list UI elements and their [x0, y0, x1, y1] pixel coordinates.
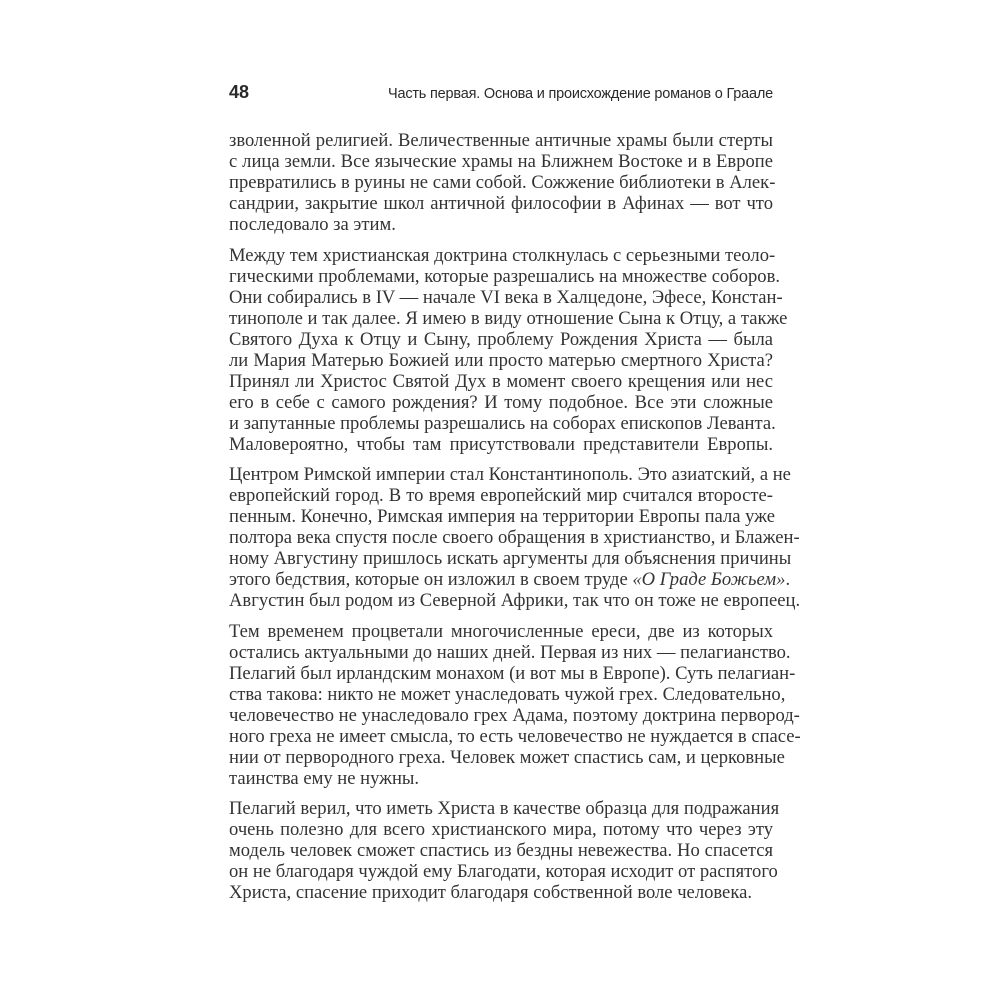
page-body [229, 130, 801, 913]
paragraph [229, 244, 788, 455]
text-line: Они собирались в IV — начале VI века в Халцедоне, Эфесе, Констан- [229, 286, 783, 308]
text-line: Тем временем процветали многочисленные ереси, две из которых [229, 620, 773, 642]
text-line: с лица земли. Все языческие храмы на Ближнем Востоке и в Европе [229, 151, 773, 172]
text-line: и запутанные проблемы разрешались на соборах епископов Леванта. [229, 412, 776, 434]
text-line: его в себе с самого рождения? И тому подобное. Все эти сложные [229, 391, 773, 413]
running-title: Часть первая. Основа и происхождение романов о Граале [387, 86, 773, 102]
text-line: остались актуальными до наших дней. Первая из них — пелагианство. [229, 641, 791, 663]
paragraph [229, 620, 801, 789]
text-line: Пелагий верил, что иметь Христа в качестве образца для подражания [229, 798, 780, 819]
text-line: Центром Римской империи стал Константинополь. Это азиатский, а не [229, 464, 791, 485]
text-line: ному Августину пришлось искать аргументы для объяснения причины [229, 548, 792, 569]
text-line: зволенной религией. Величественные античные храмы были стерты [229, 130, 773, 151]
text-line: ли Мария Матерью Божией или просто матерью смертного Христа? [229, 349, 773, 371]
text-line: таинства ему не нужны. [229, 767, 420, 789]
text-line: человечество не унаследовало грех Адама, поэтому доктрина первород- [229, 704, 800, 726]
text-fragment: этого бедствия, которые он изложил в своем труде [229, 569, 633, 590]
text-line: он не благодаря чуждой ему Благодати, которая исходит от распятого [229, 861, 778, 882]
text-line: модель человек сможет спастись из бездны невежества. Но спасется [229, 840, 773, 861]
text-line: Пелагий был ирландским монахом (и вот мы в Европе). Суть пелагиан- [229, 662, 796, 684]
text-line: ного греха не имеет смысла, то есть человечество не нуждается в спасе- [229, 725, 801, 747]
text-line: полтора века спустя после своего обращения в христианство, и Блажен- [229, 527, 800, 548]
text-line: Маловероятно, чтобы там присутствовали представители Европы. [229, 433, 773, 455]
text-line: последовало за этим. [229, 214, 396, 235]
book-title: «О Граде Божьем» [632, 569, 786, 590]
text-line: Между тем христианская доктрина столкнулась с серьезными теоло- [229, 244, 776, 266]
text-line: Святого Духа к Отцу и Сыну, проблему Рождения Христа — была [229, 328, 773, 350]
paragraph [229, 464, 801, 611]
text-line: европейский город. В то время европейский мир считался второсте- [229, 485, 773, 506]
text-line: Принял ли Христос Святой Дух в момент своего крещения или нес [229, 370, 773, 392]
page-header [229, 82, 773, 103]
text-line [229, 569, 791, 590]
text-line: превратились в руины не сами собой. Сожжение библиотеки в Алек- [229, 172, 776, 193]
paragraph [229, 798, 780, 903]
text-line: очень полезно для всего христианского мира, потому что через эту [229, 819, 773, 840]
text-line: пенным. Конечно, Римская империя на территории Европы пала уже [229, 506, 776, 527]
text-line: Августин был родом из Северной Африки, так что он тоже не европеец. [229, 590, 801, 611]
text-line: Христа, спасение приходит благодаря собственной воле человека. [229, 882, 752, 903]
paragraph [229, 130, 776, 235]
text-line: ства такова: никто не может унаследовать чужой грех. Следовательно, [229, 683, 786, 705]
text-line: сандрии, закрытие школ античной философии в Афинах — вот что [229, 193, 773, 214]
text-fragment: . [785, 569, 791, 590]
text-line: нии от первородного греха. Человек может спастись сам, и церковные [229, 746, 785, 768]
page-number: 48 [229, 82, 250, 102]
text-line: гическими проблемами, которые разрешались на множестве соборов. [229, 265, 781, 287]
text-line: тинополе и так далее. Я имею в виду отношение Сына к Отцу, а также [229, 307, 788, 329]
